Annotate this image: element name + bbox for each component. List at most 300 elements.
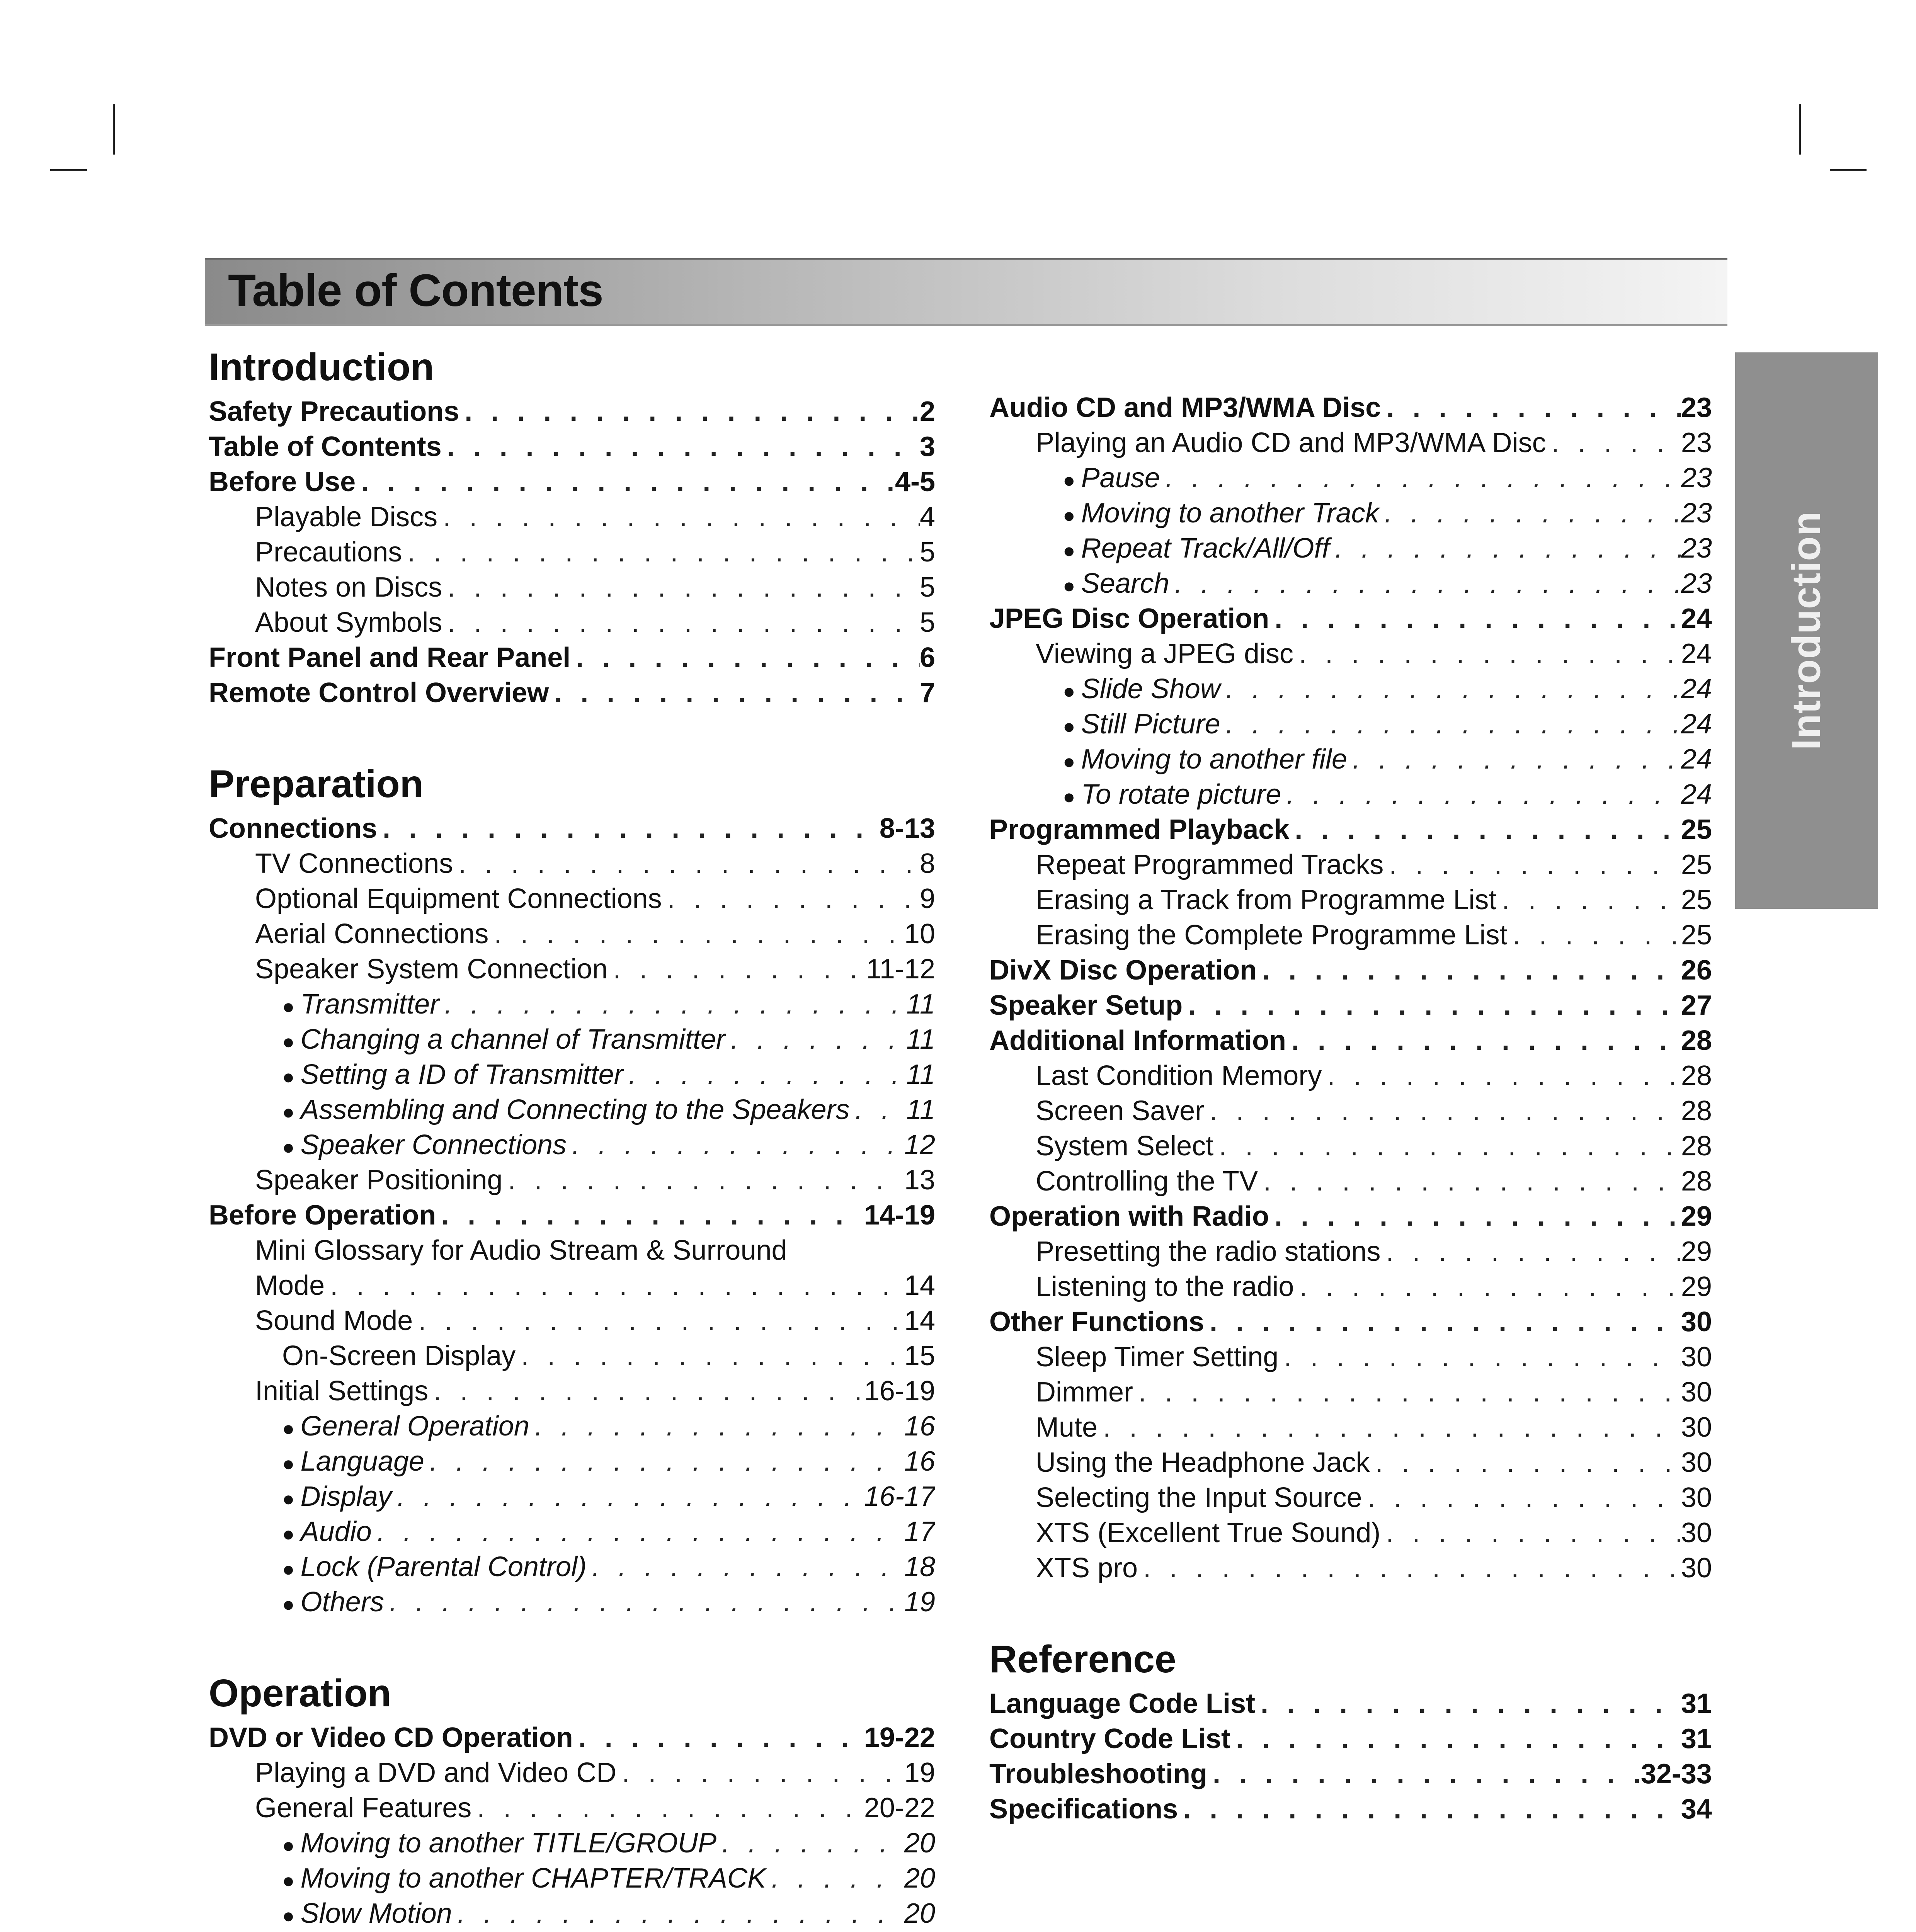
- toc-entry[interactable]: [209, 394, 935, 429]
- toc-entry-label: TV Connections: [255, 848, 453, 879]
- toc-entry[interactable]: [209, 1092, 935, 1128]
- dot-leader: [1207, 1757, 1641, 1792]
- toc-entry[interactable]: [989, 707, 1712, 742]
- toc-entry[interactable]: [989, 1340, 1712, 1375]
- toc-entry-label: Dimmer: [1036, 1377, 1133, 1408]
- toc-section: [209, 1666, 935, 1932]
- toc-entry-page: 28: [1681, 1095, 1712, 1126]
- toc-entry[interactable]: [989, 1304, 1712, 1340]
- dot-leader: [1220, 672, 1681, 707]
- toc-entry-page: 5: [919, 537, 935, 568]
- toc-entry[interactable]: [209, 1755, 935, 1791]
- toc-entry-page: 25: [1681, 814, 1712, 845]
- dot-leader: [725, 1022, 906, 1057]
- dot-leader: [377, 811, 880, 846]
- toc-entry[interactable]: [209, 1303, 935, 1338]
- toc-entry[interactable]: [209, 1163, 935, 1198]
- toc-entry-page: 6: [919, 642, 935, 673]
- toc-entry[interactable]: [989, 1721, 1712, 1757]
- toc-entry-label: Language Code List: [989, 1688, 1256, 1719]
- dot-leader: [1347, 742, 1681, 777]
- dot-leader: [436, 1198, 864, 1233]
- toc-entry[interactable]: [989, 1164, 1712, 1199]
- toc-entry-page: 8-13: [879, 813, 935, 844]
- toc-entry-label: DVD or Video CD Operation: [209, 1722, 573, 1753]
- toc-entry-page: 30: [1681, 1306, 1712, 1337]
- toc-entry-page: 26: [1681, 955, 1712, 986]
- toc-entry-label: About Symbols: [255, 607, 442, 638]
- toc-entry-label: Sleep Timer Setting: [1036, 1342, 1279, 1372]
- toc-entry-label: ● Slide Show: [1063, 672, 1220, 707]
- toc-entry-label: Erasing the Complete Programme List: [1036, 920, 1508, 951]
- toc-entry-page: 23: [1681, 568, 1712, 599]
- toc-entry-label: ● Moving to another Track: [1063, 496, 1379, 531]
- toc-entry-label: Troubleshooting: [989, 1759, 1207, 1789]
- toc-entry[interactable]: [989, 1269, 1712, 1304]
- toc-entry[interactable]: [209, 1444, 935, 1479]
- dot-leader: [1255, 1686, 1681, 1721]
- dot-leader: [437, 500, 920, 535]
- toc-entry[interactable]: [989, 988, 1712, 1023]
- toc-entry[interactable]: [989, 883, 1712, 918]
- dot-leader: [392, 1479, 864, 1514]
- toc-entry-page: 11: [906, 1059, 935, 1090]
- toc-entry-label: Other Functions: [989, 1306, 1204, 1337]
- toc-entry[interactable]: [989, 1094, 1712, 1129]
- title-bar: [205, 258, 1727, 326]
- toc-entry[interactable]: [209, 429, 935, 464]
- toc-entry[interactable]: [209, 1720, 935, 1755]
- toc-entry-label: Country Code List: [989, 1723, 1230, 1754]
- toc-entry-label: Last Condition Memory: [1036, 1060, 1322, 1091]
- dot-leader: [439, 987, 906, 1022]
- toc-entry[interactable]: [989, 1445, 1712, 1480]
- toc-entry-label: Programmed Playback: [989, 814, 1290, 845]
- dot-leader: [459, 394, 920, 429]
- dot-leader: [1294, 1269, 1681, 1304]
- toc-entry[interactable]: [209, 1233, 935, 1268]
- toc-entry-page: 17: [904, 1516, 935, 1547]
- toc-entry[interactable]: [989, 496, 1712, 531]
- toc-entry[interactable]: [209, 675, 935, 711]
- toc-entry[interactable]: [989, 1792, 1712, 1827]
- toc-entry-label: Before Use: [209, 466, 356, 497]
- toc-entry-page: 19-22: [864, 1722, 935, 1753]
- dot-leader: [356, 464, 895, 500]
- toc-entry[interactable]: [989, 1058, 1712, 1094]
- toc-entry-label: Safety Precautions: [209, 396, 459, 427]
- toc-entry-page: 7: [919, 677, 935, 708]
- toc-entry-page: 12: [904, 1129, 935, 1160]
- toc-entry-page: 28: [1681, 1166, 1712, 1197]
- toc-entry-label: General Features: [255, 1793, 472, 1823]
- toc-entry-page: 34: [1681, 1794, 1712, 1825]
- dot-leader: [766, 1861, 904, 1896]
- toc-entry[interactable]: [989, 1375, 1712, 1410]
- toc-entry-page: 28: [1681, 1025, 1712, 1056]
- toc-entry[interactable]: [989, 425, 1712, 461]
- toc-entry[interactable]: [989, 672, 1712, 707]
- toc-entry-label: ● Speaker Connections: [282, 1128, 567, 1163]
- toc-entry-label: Operation with Radio: [989, 1201, 1269, 1232]
- toc-entry[interactable]: [989, 1686, 1712, 1721]
- toc-entry-label: ● Audio: [282, 1514, 372, 1549]
- toc-entry[interactable]: [209, 1057, 935, 1092]
- toc-entry-label: Playable Discs: [255, 502, 438, 532]
- dot-leader: [587, 1549, 904, 1585]
- dot-leader: [1269, 1199, 1681, 1234]
- dot-leader: [1220, 707, 1681, 742]
- toc-entry-label: ● To rotate picture: [1063, 777, 1281, 812]
- toc-entry-label: ● General Operation: [282, 1409, 529, 1444]
- toc-entry[interactable]: [209, 987, 935, 1022]
- dot-leader: [1257, 953, 1681, 988]
- crop-mark: [1799, 104, 1801, 155]
- toc-entry-label: Precautions: [255, 537, 402, 568]
- dot-leader: [1281, 777, 1681, 812]
- section-heading: Reference: [989, 1638, 1176, 1681]
- dot-leader: [442, 429, 920, 464]
- dot-leader: [453, 846, 920, 881]
- dot-leader: [607, 952, 866, 987]
- toc-entry-page: 30: [1681, 1342, 1712, 1372]
- crop-mark: [50, 169, 87, 171]
- toc-entry[interactable]: [209, 952, 935, 987]
- dot-leader: [623, 1057, 907, 1092]
- toc-entry-page: 14-19: [864, 1200, 935, 1231]
- toc-entry-page: 18: [904, 1551, 935, 1582]
- dot-leader: [325, 1268, 904, 1303]
- dot-leader: [413, 1303, 904, 1338]
- toc-entry-label: Connections: [209, 813, 378, 844]
- dot-leader: [1546, 425, 1681, 461]
- toc-entry-label: Aerial Connections: [255, 918, 489, 949]
- toc-entry[interactable]: [209, 1128, 935, 1163]
- toc-entry-label: Controlling the TV: [1036, 1166, 1258, 1197]
- toc-entry[interactable]: [989, 1199, 1712, 1234]
- toc-entry-label: On-Screen Display: [282, 1340, 516, 1371]
- toc-entry-page: 2: [919, 396, 935, 427]
- dot-leader: [471, 1791, 864, 1826]
- dot-leader: [1213, 1129, 1681, 1164]
- toc-entry[interactable]: [989, 601, 1712, 636]
- toc-entry-page: 29: [1681, 1201, 1712, 1232]
- toc-entry[interactable]: [209, 640, 935, 675]
- section-heading: Introduction: [209, 345, 434, 389]
- toc-entry-page: 20-22: [864, 1793, 935, 1823]
- dot-leader: [716, 1826, 904, 1861]
- dot-leader: [1379, 496, 1681, 531]
- toc-entry[interactable]: [989, 461, 1712, 496]
- toc-entry-page: 19: [904, 1587, 935, 1617]
- toc-right-column: [989, 390, 1712, 1827]
- toc-entry-page: 16: [904, 1411, 935, 1442]
- toc-entry-page: 16: [904, 1446, 935, 1477]
- toc-entry-page: 20: [904, 1828, 935, 1859]
- toc-entry-label: Additional Information: [989, 1025, 1286, 1056]
- toc-entry[interactable]: [989, 390, 1712, 425]
- dot-leader: [442, 570, 920, 605]
- toc-entry[interactable]: [989, 1023, 1712, 1058]
- toc-entry-page: 30: [1681, 1482, 1712, 1513]
- toc-entry-page: 30: [1681, 1377, 1712, 1408]
- dot-leader: [1380, 1515, 1681, 1551]
- toc-entry-label: Mini Glossary for Audio Stream & Surround: [255, 1235, 787, 1266]
- toc-entry-label: Speaker Positioning: [255, 1165, 503, 1196]
- dot-leader: [428, 1374, 864, 1409]
- toc-entry[interactable]: [209, 1549, 935, 1585]
- toc-entry[interactable]: [209, 570, 935, 605]
- dot-leader: [372, 1514, 904, 1549]
- toc-entry-label: ● Moving to another TITLE/GROUP: [282, 1826, 716, 1861]
- toc-entry-label: ● Others: [282, 1585, 384, 1620]
- dot-leader: [1258, 1164, 1681, 1199]
- toc-entry-page: 23: [1681, 392, 1712, 423]
- toc-entry[interactable]: [209, 1374, 935, 1409]
- toc-entry-page: 11: [906, 1094, 935, 1125]
- toc-entry[interactable]: [989, 812, 1712, 847]
- toc-entry-page: 30: [1681, 1412, 1712, 1443]
- toc-entry[interactable]: [989, 566, 1712, 601]
- dot-leader: [452, 1896, 904, 1931]
- toc-entry-page: 14: [904, 1270, 935, 1301]
- toc-entry-page: 31: [1681, 1723, 1712, 1754]
- dot-leader: [384, 1585, 904, 1620]
- toc-entry[interactable]: [209, 1791, 935, 1826]
- toc-entry-page: 8: [919, 848, 935, 879]
- dot-leader: [1293, 636, 1681, 672]
- crop-mark: [113, 104, 115, 155]
- toc-left-column: [209, 340, 935, 1932]
- dot-leader: [1322, 1058, 1681, 1094]
- toc-entry-page: 24: [1681, 673, 1712, 704]
- dot-leader: [616, 1755, 904, 1791]
- toc-entry-page: 20: [904, 1898, 935, 1929]
- dot-leader: [424, 1444, 904, 1479]
- toc-entry[interactable]: [989, 636, 1712, 672]
- side-tab-label: Introduction: [1784, 511, 1829, 750]
- toc-entry-page: 23: [1681, 498, 1712, 529]
- toc-entry-page: 28: [1681, 1060, 1712, 1091]
- dot-leader: [1098, 1410, 1681, 1445]
- crop-mark: [1830, 169, 1867, 171]
- toc-entry-label: Mute: [1036, 1412, 1098, 1443]
- toc-entry-page: 14: [904, 1305, 935, 1336]
- toc-entry-label: Selecting the Input Source: [1036, 1482, 1362, 1513]
- toc-entry[interactable]: [989, 953, 1712, 988]
- toc-entry-page: 30: [1681, 1517, 1712, 1548]
- toc-entry-label: Optional Equipment Connections: [255, 883, 662, 914]
- toc-entry-label: Audio CD and MP3/WMA Disc: [989, 392, 1381, 423]
- dot-leader: [516, 1338, 904, 1374]
- toc-entry[interactable]: [209, 917, 935, 952]
- toc-entry-label: Playing a DVD and Video CD: [255, 1757, 617, 1788]
- dot-leader: [549, 675, 920, 711]
- dot-leader: [1138, 1551, 1681, 1586]
- toc-entry-page: 16-17: [864, 1481, 935, 1512]
- toc-entry[interactable]: [209, 500, 935, 535]
- toc-entry-page: 27: [1681, 990, 1712, 1021]
- dot-leader: [850, 1092, 907, 1128]
- section-side-tab: [1735, 352, 1878, 909]
- dot-leader: [1169, 566, 1681, 601]
- toc-entry-label: Specifications: [989, 1794, 1178, 1825]
- toc-entry-label: System Select: [1036, 1131, 1214, 1162]
- toc-entry-page: 4: [919, 502, 935, 532]
- toc-entry-label: ● Moving to another file: [1063, 742, 1347, 777]
- toc-section: [989, 390, 1712, 1586]
- toc-entry-page: 11: [906, 1024, 935, 1055]
- toc-entry-label: ● Language: [282, 1444, 424, 1479]
- toc-entry[interactable]: [989, 1129, 1712, 1164]
- section-heading: Operation: [209, 1672, 391, 1715]
- toc-entry[interactable]: [209, 535, 935, 570]
- toc-entry-page: 15: [904, 1340, 935, 1371]
- toc-entry[interactable]: [989, 847, 1712, 883]
- toc-entry[interactable]: [989, 1515, 1712, 1551]
- dot-leader: [1383, 847, 1681, 883]
- toc-entry-page: 29: [1681, 1236, 1712, 1267]
- toc-entry-label: Mode: [255, 1270, 325, 1301]
- dot-leader: [1160, 461, 1681, 496]
- dot-leader: [1183, 988, 1681, 1023]
- toc-entry-label: Before Operation: [209, 1200, 436, 1231]
- dot-leader: [488, 917, 904, 952]
- dot-leader: [1289, 812, 1681, 847]
- toc-entry-page: 32-33: [1640, 1759, 1712, 1789]
- dot-leader: [1496, 883, 1681, 918]
- toc-entry[interactable]: [209, 605, 935, 640]
- section-gap: [209, 1620, 935, 1666]
- toc-entry-label: ● Slow Motion: [282, 1896, 452, 1931]
- toc-entry-page: 28: [1681, 1131, 1712, 1162]
- toc-entry[interactable]: [209, 1268, 935, 1303]
- toc-entry-label: ● Setting a ID of Transmitter: [282, 1057, 623, 1092]
- toc-entry-page: 13: [904, 1165, 935, 1196]
- toc-entry-label: Front Panel and Rear Panel: [209, 642, 571, 673]
- dot-leader: [1508, 918, 1681, 953]
- toc-entry[interactable]: [989, 1480, 1712, 1515]
- toc-entry-label: ● Search: [1063, 566, 1169, 601]
- toc-entry[interactable]: [989, 1234, 1712, 1269]
- section-gap: [209, 711, 935, 757]
- toc-entry-page: 16-19: [864, 1376, 935, 1406]
- toc-entry-page: 23: [1681, 427, 1712, 458]
- dot-leader: [529, 1409, 904, 1444]
- toc-entry[interactable]: [209, 1198, 935, 1233]
- toc-entry-page: 25: [1681, 884, 1712, 915]
- page-title: Table of Contents: [228, 265, 603, 316]
- toc-entry-page: 29: [1681, 1271, 1712, 1302]
- toc-entry[interactable]: [989, 1551, 1712, 1586]
- toc-entry[interactable]: [209, 1409, 935, 1444]
- dot-leader: [1370, 1445, 1681, 1480]
- toc-entry[interactable]: [989, 1757, 1712, 1792]
- toc-entry-page: 19: [904, 1757, 935, 1788]
- toc-entry-label: Remote Control Overview: [209, 677, 549, 708]
- dot-leader: [1381, 390, 1681, 425]
- toc-entry[interactable]: [209, 464, 935, 500]
- toc-entry[interactable]: [989, 531, 1712, 566]
- toc-entry-page: 5: [919, 607, 935, 638]
- toc-entry-page: 25: [1681, 849, 1712, 880]
- dot-leader: [1269, 601, 1681, 636]
- toc-entry-page: 23: [1681, 533, 1712, 564]
- toc-entry-label: ● Assembling and Connecting to the Speakers: [282, 1092, 850, 1128]
- toc-entry-label: Viewing a JPEG disc: [1036, 638, 1293, 669]
- toc-entry[interactable]: [989, 777, 1712, 812]
- toc-entry-page: 5: [919, 572, 935, 603]
- toc-entry-label: Using the Headphone Jack: [1036, 1447, 1370, 1478]
- toc-entry-label: ● Display: [282, 1479, 392, 1514]
- toc-entry[interactable]: [209, 1479, 935, 1514]
- toc-entry[interactable]: [209, 846, 935, 881]
- toc-entry-page: 30: [1681, 1553, 1712, 1583]
- dot-leader: [573, 1720, 864, 1755]
- toc-entry-label: JPEG Disc Operation: [989, 603, 1269, 634]
- toc-entry-label: Playing an Audio CD and MP3/WMA Disc: [1036, 427, 1546, 458]
- toc-entry-page: 24: [1681, 744, 1712, 775]
- toc-entry-page: 11-12: [866, 954, 935, 985]
- toc-entry-page: 30: [1681, 1447, 1712, 1478]
- dot-leader: [1204, 1304, 1681, 1340]
- toc-entry-label: Table of Contents: [209, 431, 442, 462]
- toc-entry[interactable]: [989, 742, 1712, 777]
- dot-leader: [567, 1128, 904, 1163]
- toc-entry[interactable]: [209, 1338, 935, 1374]
- toc-entry[interactable]: [209, 1022, 935, 1057]
- toc-entry-label: ● Moving to another CHAPTER/TRACK: [282, 1861, 766, 1896]
- toc-entry-label: XTS (Excellent True Sound): [1036, 1517, 1381, 1548]
- toc-entry[interactable]: [209, 811, 935, 846]
- toc-entry-page: 24: [1681, 779, 1712, 810]
- toc-section: [209, 757, 935, 1620]
- toc-entry-page: 24: [1681, 603, 1712, 634]
- toc-entry[interactable]: [989, 918, 1712, 953]
- toc-entry-label: Erasing a Track from Programme List: [1036, 884, 1497, 915]
- toc-entry[interactable]: [209, 881, 935, 917]
- dot-leader: [1286, 1023, 1681, 1058]
- section-gap: [989, 1586, 1712, 1632]
- dot-leader: [1204, 1094, 1681, 1129]
- dot-leader: [570, 640, 920, 675]
- dot-leader: [1278, 1340, 1681, 1375]
- toc-section: [209, 340, 935, 711]
- dot-leader: [1330, 531, 1681, 566]
- toc-entry-label: Notes on Discs: [255, 572, 442, 603]
- dot-leader: [502, 1163, 904, 1198]
- toc-entry-label: XTS pro: [1036, 1553, 1138, 1583]
- toc-entry-page: 25: [1681, 920, 1712, 951]
- toc-entry[interactable]: [209, 1514, 935, 1549]
- toc-entry-page: 23: [1681, 463, 1712, 493]
- toc-entry[interactable]: [209, 1861, 935, 1896]
- toc-entry[interactable]: [989, 1410, 1712, 1445]
- toc-entry-label: Speaker System Connection: [255, 954, 608, 985]
- toc-entry[interactable]: [209, 1585, 935, 1620]
- dot-leader: [402, 535, 920, 570]
- toc-entry-label: ● Transmitter: [282, 987, 439, 1022]
- dot-leader: [662, 881, 920, 917]
- toc-entry-label: DivX Disc Operation: [989, 955, 1257, 986]
- dot-leader: [1381, 1234, 1681, 1269]
- toc-entry[interactable]: [209, 1896, 935, 1931]
- toc-entry-page: 31: [1681, 1688, 1712, 1719]
- toc-section: [989, 1632, 1712, 1827]
- toc-entry[interactable]: [209, 1826, 935, 1861]
- toc-entry-page: 3: [919, 431, 935, 462]
- toc-entry-page: 10: [904, 918, 935, 949]
